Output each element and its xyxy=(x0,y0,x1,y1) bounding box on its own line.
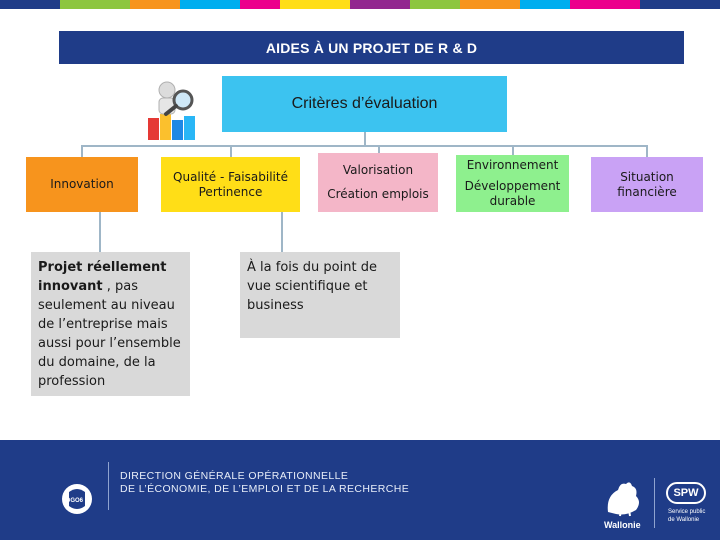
top-color-stripe xyxy=(0,0,720,9)
connector-innovation-detail xyxy=(99,212,101,252)
criterion-label: Création emplois xyxy=(327,187,429,201)
criterion-situation-financiere xyxy=(591,157,703,212)
spw-subtitle-1: Service public xyxy=(668,509,706,515)
detail-valorisation-text: À la fois du point de vue scientifique et business xyxy=(247,260,377,313)
criterion-label: Qualité - Faisabilité xyxy=(173,169,288,184)
detail-innovation-rest: , pas seulement au niveau de l’entreprise mais aussi pour l’ensemble du domaine, de la profession xyxy=(38,279,181,389)
detail-innovation-bold: Projet réellement innovant xyxy=(38,260,167,294)
wallonie-label: Wallonie xyxy=(604,520,641,530)
criterion-label: Développement durable xyxy=(464,179,561,208)
rooster-icon xyxy=(600,478,644,518)
connector-1 xyxy=(81,145,83,157)
criterion-label: Innovation xyxy=(50,177,114,191)
detail-valorisation xyxy=(240,252,400,338)
criterion-label: Environnement xyxy=(466,158,559,172)
footer-bar xyxy=(0,440,720,540)
criterion-qualite xyxy=(161,157,300,212)
search-figure-icon xyxy=(140,78,200,142)
footer-logo-divider xyxy=(654,478,655,528)
criterion-label: Pertinence xyxy=(198,184,263,199)
connector-5 xyxy=(646,145,648,157)
spw-label: SPW xyxy=(673,487,699,499)
spw-logo xyxy=(666,482,706,504)
criterion-valorisation xyxy=(318,153,438,212)
connector-4 xyxy=(512,145,514,155)
connector-root-down xyxy=(364,132,366,146)
footer-vertical-divider xyxy=(108,462,109,510)
footer-line-1: DIRECTION GÉNÉRALE OPÉRATIONNELLE xyxy=(120,470,349,482)
connector-valorisation-detail xyxy=(281,212,283,252)
footer-direction-text xyxy=(120,470,409,496)
connector-horizontal xyxy=(81,145,647,147)
spw-subtitle xyxy=(668,508,705,524)
spw-subtitle-2: de Wallonie xyxy=(668,517,700,523)
detail-innovation xyxy=(31,252,190,396)
dgo-logo-label: DGO6 xyxy=(66,498,84,504)
footer-line-2: DE L’ÉCONOMIE, DE L’EMPLOI ET DE LA RECHERCHE xyxy=(120,483,410,495)
criterion-innovation xyxy=(26,157,138,212)
root-criteria-box: Critères d’évaluation xyxy=(222,76,507,132)
criterion-label: Valorisation xyxy=(342,163,414,177)
criterion-environnement xyxy=(456,155,569,212)
slide-title: AIDES À UN PROJET DE R & D xyxy=(59,31,684,64)
connector-3 xyxy=(378,145,380,153)
connector-2 xyxy=(230,145,232,157)
criterion-label: Situation financière xyxy=(617,169,677,199)
